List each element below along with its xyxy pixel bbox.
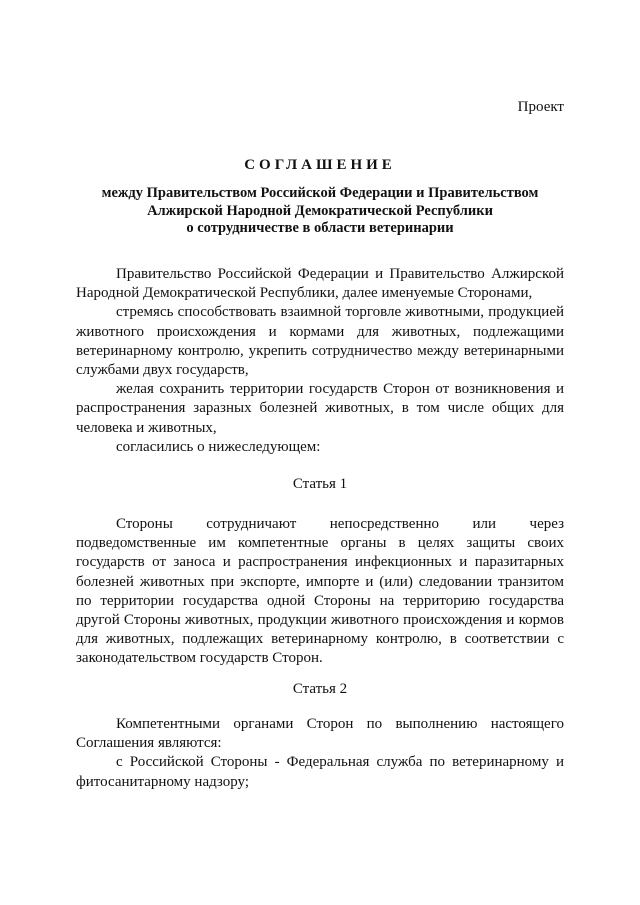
article-1-body	[76, 515, 564, 669]
article-paragraph: Компетентными органами Сторон по выполнению настоящего Соглашения являются:	[76, 716, 564, 752]
preamble-paragraph: согласились о нижеследующем:	[116, 438, 321, 455]
article-2-heading: Статья 2	[292, 681, 348, 697]
title-block	[76, 156, 564, 238]
draft-label: Проект	[517, 99, 564, 115]
preamble	[76, 265, 564, 457]
article-paragraph: Стороны сотрудничают непосредственно или через подведомственные им компетентные органы в целях защиты своих государств от заноса и распространения инфекционных и паразитарных болезней животных при экспорте, импорте и (или) следовании транзитом по территории государства одной Стороны на территорию государства другой Стороны животных, продукции животного происхождения и кормов для животных, подлежащих ветеринарному контролю, в соответствии с законодательством государств Сторон.	[76, 516, 564, 667]
document-subtitle: между Правительством Российской Федерации и Правительством Алжирской Народной Демократической Республики о сотрудничестве в области ветеринарии	[101, 185, 539, 236]
preamble-paragraph: стремясь способствовать взаимной торговле животными, продукцией животного происхождения и кормами для животных, подлежащими ветеринарному контролю, укрепить сотрудничество между ветеринарными службами двух государств,	[76, 304, 564, 379]
preamble-paragraph: желая сохранить территории государств Сторон от возникновения и распространения заразных болезней животных, в том числе общих для человека и животных,	[76, 381, 564, 436]
article-paragraph: с Российской Стороны - Федеральная служба по ветеринарному и фитосанитарному надзору;	[76, 754, 564, 790]
article-1-heading: Статья 1	[292, 476, 348, 492]
article-2-body	[76, 715, 564, 792]
document-title: СОГЛАШЕНИЕ	[244, 157, 396, 173]
preamble-paragraph: Правительство Российской Федерации и Правительство Алжирской Народной Демократической Республики, далее именуемые Сторонами,	[76, 266, 564, 302]
